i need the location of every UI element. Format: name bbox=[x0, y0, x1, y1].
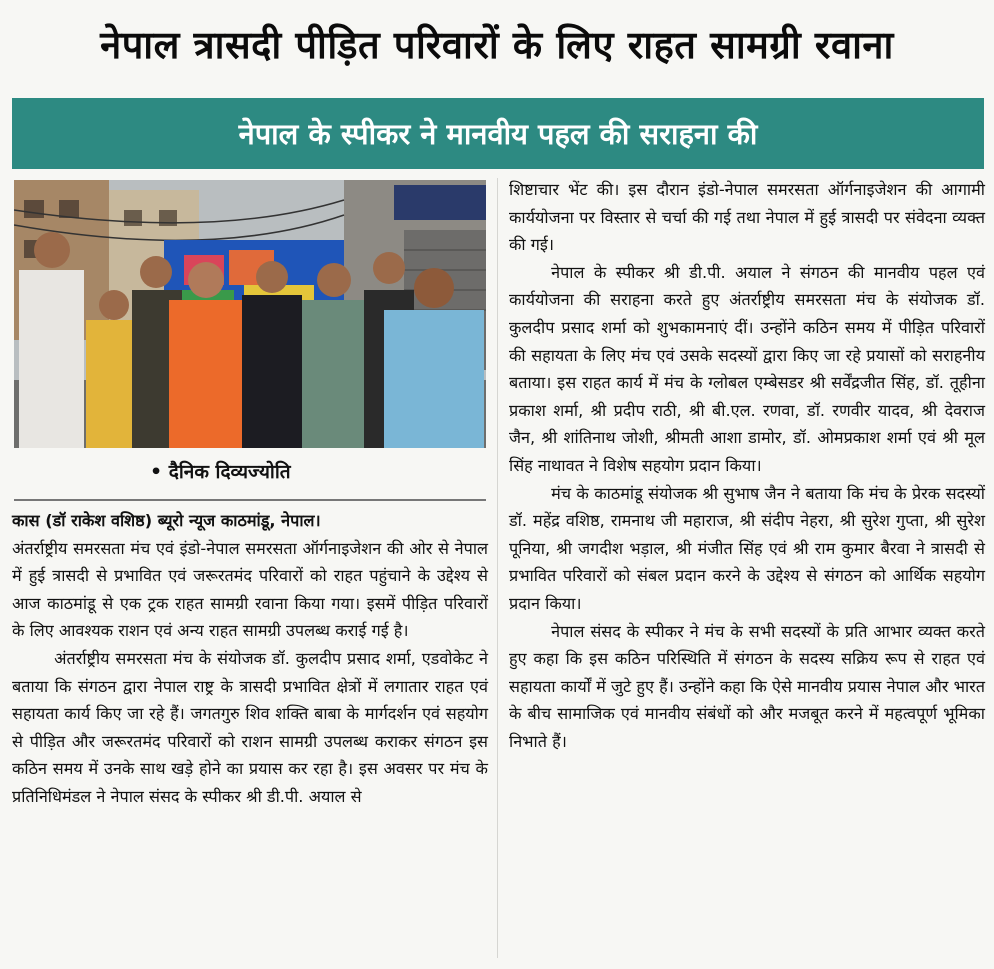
credit-rule bbox=[14, 499, 486, 501]
paragraph: नेपाल के स्पीकर श्री डी.पी. अयाल ने संगठन की मानवीय पहल एवं कार्ययोजना की सराहना करते हुए अंतर्राष्ट्रीय समरसता मंच के संयोजक डॉ. कुलदीप प्रसाद शर्मा को शुभकामनाएं दीं। उन्होंने कठिन समय में पीड़ित परिवारों की सहायता के लिए मंच एवं उसके सदस्यों द्वारा किए जा रहे प्रयासों को सराहनीय बताया। इस राहत कार्य में मंच के ग्लोबल एम्बेसडर श्री सर्वेंद्रजीत सिंह, डॉ. तूहीना प्रकाश शर्मा, श्री प्रदीप राठी, श्री बी.एल. रणवा, डॉ. रणवीर यादव, श्री देवराज जैन, श्री शांतिनाथ जोशी, श्रीमती आशा डामोर, डॉ. ओमप्रकाश शर्मा एवं श्री मूल सिंह नाथावत ने विशेष सहयोग प्रदान किया। bbox=[509, 262, 985, 475]
photo-credit: • दैनिक दिव्यज्योति bbox=[150, 461, 291, 483]
paragraph: अंतर्राष्ट्रीय समरसता मंच के संयोजक डॉ. कुलदीप प्रसाद शर्मा, एडवोकेट ने बताया कि संगठन द्वारा नेपाल राष्ट्र के त्रासदी प्रभावित क्षेत्रों में लगातार राहत एवं सहायता कार्य किए जा रहे हैं। जगतगुरु शिव शक्ति बाबा के मार्गदर्शन एवं सहयोग से पीड़ित और जरूरतमंद परिवारों को राशन सामग्री उपलब्ध कराकर संगठन इस कठिन समय में उनके साथ खड़े होने का प्रयास कर रहा है। इस अवसर पर मंच के प्रतिनिधिमंडल ने नेपाल संसद के स्पीकर श्री डी.पी. अयाल से bbox=[12, 648, 488, 806]
column-divider bbox=[497, 178, 498, 958]
subheadline: नेपाल के स्पीकर ने मानवीय पहल की सराहना की bbox=[238, 117, 758, 151]
dateline: कास (डॉ राकेश वशिष्ठ) ब्यूरो न्यूज काठमांडू, नेपाल। bbox=[12, 511, 321, 530]
headline: नेपाल त्रासदी पीड़ित परिवारों के लिए राहत सामग्री रवाना bbox=[100, 23, 894, 67]
news-photo bbox=[14, 180, 486, 448]
paragraph: नेपाल संसद के स्पीकर ने मंच के सभी सदस्यों के प्रति आभार व्यक्त करते हुए कहा कि इस कठिन परिस्थिति में संगठन के सदस्य सक्रिय रूप से राहत एवं सहायता कार्यों में जुटे हुए हैं। उन्होंने कहा कि ऐसे मानवीय प्रयास नेपाल और भारत के बीच सामाजिक एवं मानवीय संबंधों को और मजबूत करने में महत्वपूर्ण भूमिका निभाते हैं। bbox=[509, 621, 985, 751]
paragraph: अंतर्राष्ट्रीय समरसता मंच एवं इंडो-नेपाल समरसता ऑर्गनाइजेशन की ओर से नेपाल में हुई त्रासदी से प्रभावित एवं जरूरतमंद परिवारों को राहत पहुंचाने के उद्देश्य से आज काठमांडू से एक ट्रक राहत सामग्री रवाना किया गया। इसमें पीड़ित परिवारों के लिए आवश्यक राशन एवं अन्य राहत सामग्री उपलब्ध कराई गई है। bbox=[12, 538, 488, 641]
right-column bbox=[509, 176, 985, 755]
paragraph: शिष्टाचार भेंट की। इस दौरान इंडो-नेपाल समरसता ऑर्गनाइजेशन की आगामी कार्ययोजना पर विस्तार से चर्चा की गई तथा नेपाल में हुई त्रासदी पर संवेदना व्यक्त की गई। bbox=[509, 180, 985, 255]
left-column bbox=[12, 507, 488, 811]
paragraph: मंच के काठमांडू संयोजक श्री सुभाष जैन ने बताया कि मंच के प्रेरक सदस्यों डॉ. महेंद्र वशिष्ठ, रामनाथ जी महाराज, श्री संदीप नेहरा, श्री सुरेश गुप्ता, श्री सुरेश पूनिया, श्री जगदीश भड़ाल, श्री मंजीत सिंह एवं श्री राम कुमार बैरवा ने त्रासदी से प्रभावित परिवारों को संबल प्रदान करने के उद्देश्य से संगठन को आर्थिक सहयोग प्रदान किया। bbox=[509, 483, 985, 613]
subheadline-band bbox=[12, 98, 984, 169]
